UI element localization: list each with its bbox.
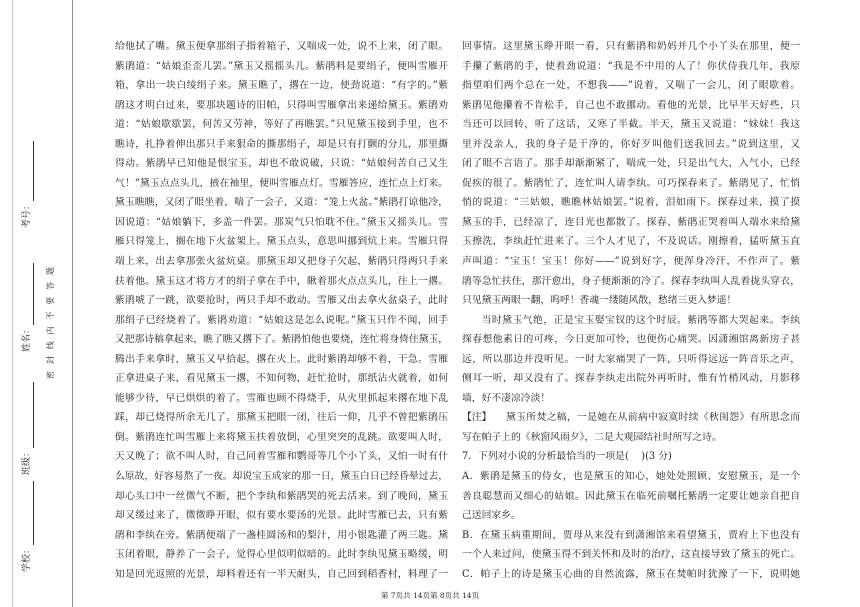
passage-line: 气！”黛玉点点头儿，掖在袖里，便叫雪雁点灯。雪雁答应，连忙点上灯来。 xyxy=(115,177,448,189)
passage-line: 鹃和李纨在旁。紫鹃便端了一盏桂圆汤和的梨汁，用小银匙灌了两三匙。黛 xyxy=(115,529,448,541)
passage-line: 黛玉的手，已经凉了，连目光也都散了。探春、紫鹃正哭着叫人端水来给黛 xyxy=(462,216,800,228)
passage-line: 玉闭着眼，静养了一会子，觉得心里似明似暗的。此时李纨见黛玉略缓，明 xyxy=(115,549,448,561)
passage-line: 黛玉瞧瞧，又闭了眼坐着，喘了一会子，又道：“笼上火盆。”紫鹃打谅他冷， xyxy=(115,197,448,209)
note-line xyxy=(462,408,800,428)
passage-line: 促疾的很了。紫鹃忙了，连忙叫人请李纨。可巧探春来了。紫鹃见了，忙悄 xyxy=(462,177,800,189)
class-label: 班级： xyxy=(22,447,32,475)
binding-margin-line xyxy=(72,0,73,607)
passage-line: 侧耳一听，却又没有了。探春李纨走出院外再听时，惟有竹梢风动，月影移 xyxy=(462,373,800,385)
passage-line: 悄的说道：“三姑娘，瞧瞧林姑娘罢。”说着，泪如雨下。探春过来，摸了摸 xyxy=(462,197,800,209)
question-stem: 7．下列对小说的分析最恰当的一项是( )(3 分) xyxy=(462,451,672,463)
name-field xyxy=(20,263,34,352)
passage-line: 却又缓过来了，微微睁开眼，似有要水要汤的光景。此时雪雁已去，只有紫 xyxy=(115,510,448,522)
passage-line: 探春想他素日的可疼，今日更加可怜，也便伤心痛哭。因潇湘馆离新房子甚 xyxy=(462,334,800,346)
seal-line-notice: 密 封 线 内 不 要 答 题 xyxy=(46,267,55,379)
exam-number-label: 考号： xyxy=(22,200,32,228)
passage-line: 声叫道：“宝玉！宝玉！你好——”说到好字，便浑身冷汗，不作声了。紫 xyxy=(462,256,800,268)
passage-line: 给他拭了嘴。黛玉便拿那绢子指着箱子，又喘成一处，说不上来，闭了眼。 xyxy=(115,41,448,52)
passage-line: 能够少待，早已烘烘的着了。雪雁也顾不得烧手，从火里抓起来撂在地下乱 xyxy=(115,392,448,404)
passage-line: 指望咱们两个总在一处，不想我——”说着，又喘了一会儿，闭了眼歇着。 xyxy=(462,80,800,92)
note-line: 写在帕子上的《秋窗风雨夕》，二是大观园结社时所写之诗。 xyxy=(462,431,722,443)
passage-line: 踩，却已烧得所余无几了。那黛玉把眼一闭，往后一仰，几乎不曾把紫鹃压 xyxy=(115,412,448,424)
passage-line: 手攥了紫鹃的手，使着劲说道：“我是不中用的人了！你伏侍我几年，我原 xyxy=(462,60,800,72)
option-a-line: 己送回家乡。 xyxy=(462,510,521,522)
note-text: 黛玉所焚之稿，一是她在从前病中寂寞时续《秋闺怨》有所思念而 xyxy=(506,412,800,424)
binding-margin xyxy=(0,0,72,607)
passage-line: 天又晚了；欲不叫人时，自己同着雪雁和鹦哥等几个小丫头，又怕一时有什 xyxy=(115,451,448,463)
passage-line: 远，所以那边并没听见。一时大家痛哭了一阵，只听得远远一阵音乐之声， xyxy=(462,353,800,365)
passage-line: 又把那诗稿拿起来，瞧了瞧又撂下了。紫鹃怕他也要烧，连忙将身倚住黛玉， xyxy=(115,334,449,346)
passage-line: 鹃这才明白过来，要那块题诗的旧帕，只得叫雪雁拿出来递给黛玉。紫鹃劝 xyxy=(115,99,448,111)
passage-line: 道：“姑娘歇歇罢，何苦又劳神，等好了再瞧罢。”只见黛玉接到手里，也不 xyxy=(115,119,448,131)
school-label: 学校： xyxy=(22,544,32,572)
passage-line: 扶着他。黛玉这才将方才的绢子拿在手中，瞅着那火点点头儿，往上一撂。 xyxy=(115,275,448,287)
note-label: 【注】 xyxy=(462,412,492,424)
passage-line: 闭了眼不言语了。那手却渐渐紧了，喘成一处，只是出气大，入气小，已经 xyxy=(462,158,800,170)
passage-line: 箱，拿出一块白绫绢子来。黛玉瞧了，撂在一边，使劲说道：“有字的。”紫 xyxy=(115,80,448,92)
passage-line: 里并没亲人，我的身子是干净的，你好歹叫他们送我回去。”说到这里，又 xyxy=(462,138,800,150)
passage-line: 墙，好不凄凉冷淡！ xyxy=(462,392,551,404)
passage-line: 雁只得笼上，搁在地下火盆架上。黛玉点头，意思叫挪到炕上来。雪雁只得 xyxy=(115,236,448,248)
name-blank xyxy=(22,263,34,325)
passage-line: 腾出手来拿时，黛玉又早拾起，撂在火上。此时紫鹃却够不着，干急。雪雁 xyxy=(115,353,448,365)
passage-line: 么原故，好容易熬了一夜。却说宝玉成家的那一日，黛玉白日已经昏晕过去， xyxy=(115,471,449,483)
passage-line: 紫鹃道：“姑娘歪歪儿罢。”黛玉又摇摇头儿。紫鹃料是要绢子，便叫雪雁开 xyxy=(115,60,448,72)
left-column xyxy=(115,37,448,584)
name-label: 姓名： xyxy=(22,324,32,352)
class-blank xyxy=(22,382,34,448)
passage-line: 正拿进桌子来，看见黛玉一撂，不知何物，赶忙抢时，那纸沾火就着，如何 xyxy=(115,373,448,385)
option-b-line: B．在黛玉病重期间，贾母从来没有到潇湘馆来看望黛玉，贾府上下也没有 xyxy=(462,529,800,541)
class-field xyxy=(20,382,34,475)
option-b-line: 一个人来过问，使黛玉得不到关怀和及时的治疗，这直接导致了黛玉的死亡。 xyxy=(462,549,800,561)
passage-line: 只见黛玉两眼一翻，呜呼！香魂一缕随风散，愁绪三更入梦遥！ xyxy=(462,295,737,307)
right-column xyxy=(462,37,800,584)
exam-number-field xyxy=(20,141,34,228)
passage-line: 那绢子已经烧着了。紫鹃劝道：“姑娘这是怎么说呢。”黛玉只作不闻，回手 xyxy=(115,314,448,326)
passage-line: 回事情。这里黛玉睁开眼一看，只有紫鹃和奶妈并几个小丫头在那里，便一 xyxy=(462,41,800,52)
passage-line: 紫鹃唬了一跳，欲要抢时，两只手却不敢动。雪雁又出去拿火盆桌子，此时 xyxy=(115,295,448,307)
passage-line: 端上来，出去拿那张火盆炕桌。那黛玉却又把身子欠起，紫鹃只得两只手来 xyxy=(115,256,448,268)
page-footer: 第 7页共 14页第 8页共 14页 xyxy=(380,591,480,600)
school-blank xyxy=(22,481,34,545)
passage-line: 却心头口中一丝微气不断，把个李纨和紫鹃哭的死去活来。到了晚间，黛玉 xyxy=(115,490,448,502)
option-c-line: C．帕子上的诗是黛玉心曲的自然流露，黛玉在焚帕时犹豫了一下，说明她 xyxy=(462,568,800,580)
option-a-line: 善良聪慧而又细心的姑娘。因此黛玉在临死前嘱托紫鹃一定要让她亲自把自 xyxy=(462,490,800,502)
passage-line: 当还可以回转，听了这话，又寒了半截。半天，黛玉又说道：“妹妹！我这 xyxy=(462,119,800,131)
passage-line: 知是回光返照的光景，却料着还有一半天耐头，自己回到稻香村，料理了一 xyxy=(115,568,448,580)
passage-line: 玉擦洗，李纨赶忙进来了。三个人才见了，不及说话。刚擦着，猛听黛玉直 xyxy=(462,236,800,248)
option-a-line: A．紫鹃是黛玉的侍女，也是黛玉的知心，她处处照顾、安慰黛玉，是一个 xyxy=(462,471,800,483)
passage-line: 瞧诗，扎挣着伸出那只手来狠命的撕那绢子，却是只有打颤的分儿，那里撕 xyxy=(115,138,448,150)
exam-number-blank xyxy=(22,141,34,201)
passage-line: 紫鹃见他攥着不肯松手，自己也不敢挪动。看他的光景，比早半天好些，只 xyxy=(462,99,800,111)
passage-line: 因说道：“姑娘躺下，多盖一件罢。那炭气只怕耽不住。”黛玉又摇头儿。雪 xyxy=(115,216,448,228)
passage-line: 得动。紫鹃早已知他是恨宝玉，却也不敢说破，只说：“姑娘何苦自己又生 xyxy=(115,158,448,170)
school-field xyxy=(20,481,34,572)
passage-line: 倒。紫鹃连忙叫雪雁上来将黛玉扶着放倒，心里突突的乱跳。欲要叫人时， xyxy=(115,431,448,443)
passage-line: 鹃等急忙扶住，那汗愈出，身子便渐渐的冷了。探春李纨叫人乱着拢头穿衣， xyxy=(462,275,800,287)
passage-line: 当时黛玉气绝，正是宝玉娶宝钗的这个时辰。紫鹃等都大哭起来。李纨 xyxy=(481,314,800,326)
